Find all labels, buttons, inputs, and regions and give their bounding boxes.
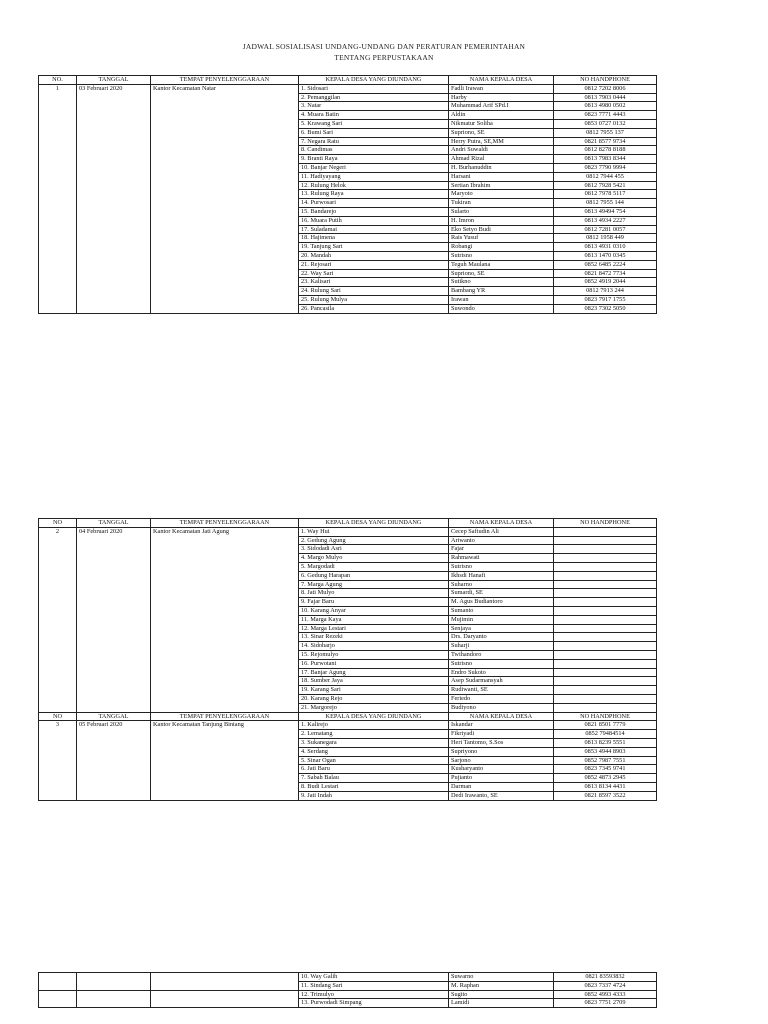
village-name: 12. Rulung Helok [299,181,449,190]
village-head-name: Lamidi [449,999,554,1008]
header-village: KEPALA DESA YANG DIUNDANG [299,712,449,721]
village-head-name: Muhammad Arif SPd.I [449,102,554,111]
village-head-name: Sutrisno [449,251,554,260]
header-phone: NO HANDPHONE [554,76,657,85]
village-head-name: Fikriyadi [449,730,554,739]
phone-number [554,686,657,695]
phone-number: 0812 7944 455 [554,172,657,181]
village-name: 17. Suladamai [299,225,449,234]
phone-number: 0813 8134 4431 [554,782,657,791]
village-head-name: Supriono, SE [449,128,554,137]
village-name: 1. Way Hui [299,527,449,536]
village-head-name: Eko Setyo Budi [449,225,554,234]
village-name: 14. Sidoharjo [299,642,449,651]
phone-number: 0813 1470 0345 [554,251,657,260]
phone-number [554,642,657,651]
village-head-name: Sumardi, SE [449,589,554,598]
village-head-name: Ikhsdi Hanafi [449,571,554,580]
header-head: NAMA KEPALA DESA [449,519,554,528]
village-name: 18. Sumber Jaya [299,677,449,686]
village-head-name: Sertian Ibrahim [449,181,554,190]
table-row [39,721,657,730]
session-place: Kantor Kecamatan Tanjung Bintang [151,721,299,800]
phone-number [554,554,657,563]
village-name: 23. Kalisari [299,278,449,287]
village-name: 6. Gedung Harapan [299,571,449,580]
village-name: 9. Jati Indah [299,791,449,800]
village-name: 21. Margorejo [299,703,449,712]
phone-number: 0823 7345 9741 [554,765,657,774]
schedule-table-2 [38,518,657,801]
phone-number: 0823 7790 9994 [554,163,657,172]
village-name: 9. Fajar Baru [299,598,449,607]
phone-number: 0812 7955 144 [554,199,657,208]
village-name: 2. Lematang [299,730,449,739]
table-row [39,990,657,999]
schedule-table-continued [38,972,657,1008]
village-name: 25. Rulung Mulya [299,295,449,304]
village-name: 10. Karang Anyar [299,606,449,615]
phone-number [554,668,657,677]
phone-number [554,580,657,589]
phone-number: 0823 7771 4443 [554,111,657,120]
phone-number: 0853 0727 0132 [554,119,657,128]
header-village: KEPALA DESA YANG DIUNDANG [299,76,449,85]
session-place-empty [151,973,299,991]
village-head-name: Nikmatur Soliha [449,119,554,128]
phone-number [554,527,657,536]
village-name: 13. Purwodadi Simpang [299,999,449,1008]
village-name: 13. Rulung Raya [299,190,449,199]
village-name: 2. Pemanggilan [299,93,449,102]
village-name: 3. Natar [299,102,449,111]
phone-number: 0813 7903 0444 [554,93,657,102]
phone-number [554,659,657,668]
village-name: 15. Rejomulyo [299,650,449,659]
table-header-row [39,76,657,85]
session-date: 05 Februari 2020 [77,721,151,800]
phone-number: 0823 7751 2709 [554,999,657,1008]
village-name: 16. Muara Putih [299,216,449,225]
table-body [39,973,657,1008]
village-head-name: Sutrisno [449,659,554,668]
header-no: NO [39,712,77,721]
village-head-name: H. Imron [449,216,554,225]
village-head-name: M. Raphan [449,981,554,990]
phone-number [554,677,657,686]
village-name: 22. Way Sari [299,269,449,278]
phone-number: 0823 7917 1755 [554,295,657,304]
phone-number: 0812 7913 244 [554,287,657,296]
phone-number: 0812 7978 5117 [554,190,657,199]
village-name: 11. Hadiyayang [299,172,449,181]
header-no: NO. [39,76,77,85]
header-date: TANGGAL [77,76,151,85]
phone-number [554,606,657,615]
header-date: TANGGAL [77,712,151,721]
village-head-name: Ariwanto [449,536,554,545]
village-name: 6. Jati Baru [299,765,449,774]
village-head-name: Asep Sudarmansyah [449,677,554,686]
village-head-name: Darman [449,782,554,791]
village-head-name: Suwarno [449,973,554,982]
village-name: 8. Candimas [299,146,449,155]
village-name: 26. Pancasila [299,304,449,313]
session-date: 03 Februari 2020 [77,84,151,313]
village-head-name: Andri Suwaldi [449,146,554,155]
phone-number: 0812 1958 449 [554,234,657,243]
village-name: 12. Marga Lestari [299,624,449,633]
village-name: 5. Krawang Sari [299,119,449,128]
phone-number: 0852 6485 2224 [554,260,657,269]
phone-number: 0823 7337 4724 [554,981,657,990]
phone-number [554,536,657,545]
header-place: TEMPAT PENYELENGGARAAN [151,76,299,85]
session-number: 3 [39,721,77,800]
village-head-name: Herry Putra, SE,MM [449,137,554,146]
session-number: 2 [39,527,77,712]
village-name: 14. Purwosari [299,199,449,208]
table-row [39,973,657,982]
village-head-name: Bambang YR [449,287,554,296]
phone-number: 0812 7202 8006 [554,84,657,93]
phone-number: 0852 4873 2945 [554,774,657,783]
phone-number: 0812 7928 5421 [554,181,657,190]
header-no: NO [39,519,77,528]
village-name: 12. Trimulyo [299,990,449,999]
village-head-name: Senjaya [449,624,554,633]
village-head-name: Sumanto [449,606,554,615]
session-number-empty [39,990,77,1008]
village-head-name: Harsani [449,172,554,181]
header-village: KEPALA DESA YANG DIUNDANG [299,519,449,528]
table-row [39,527,657,536]
village-head-name: Sutrisno [449,562,554,571]
village-head-name: Teguh Maulana [449,260,554,269]
session-date: 04 Februari 2020 [77,527,151,712]
table-row [39,84,657,93]
phone-number: 0812 8278 8188 [554,146,657,155]
village-head-name: Dedi Irawanto, SE [449,791,554,800]
village-name: 19. Tanjung Sari [299,243,449,252]
village-name: 19. Karang Sari [299,686,449,695]
village-name: 1. Kalirejo [299,721,449,730]
village-head-name: Heri Tantomo, S.Sos [449,738,554,747]
village-name: 24. Rulung Sari [299,287,449,296]
phone-number [554,589,657,598]
village-name: 2. Gedung Agung [299,536,449,545]
village-name: 1. Sidosari [299,84,449,93]
village-name: 5. Sinar Ogan [299,756,449,765]
phone-number [554,615,657,624]
village-head-name: Drs. Daryanto [449,633,554,642]
village-head-name: Suharji [449,642,554,651]
village-head-name: Suharno [449,580,554,589]
village-name: 5. Margodadi [299,562,449,571]
village-name: 4. Muara Batin [299,111,449,120]
village-head-name: Tukiran [449,199,554,208]
village-head-name: Endro Sukoto [449,668,554,677]
phone-number: 0821 8501 7779 [554,721,657,730]
village-name: 9. Branti Raya [299,155,449,164]
village-name: 3. Sidodadi Asri [299,545,449,554]
village-head-name: Fajar [449,545,554,554]
village-head-name: M. Agus Budiantoro [449,598,554,607]
village-head-name: Rudiwanti, SE [449,686,554,695]
phone-number [554,694,657,703]
village-head-name: Sugito [449,990,554,999]
village-head-name: Irawan [449,295,554,304]
phone-number: 0821 8577 9734 [554,137,657,146]
phone-number: 0812 7281 0057 [554,225,657,234]
phone-number: 0821 8597 3522 [554,791,657,800]
village-name: 11. Sindang Sari [299,981,449,990]
phone-number: 0813 4931 0310 [554,243,657,252]
village-head-name: Budiyono [449,703,554,712]
header-head: NAMA KEPALA DESA [449,712,554,721]
session-place: Kantor Kecamatan Natar [151,84,299,313]
header-phone: NO HANDPHONE [554,712,657,721]
header-phone: NO HANDPHONE [554,519,657,528]
village-head-name: Fadli Irawan [449,84,554,93]
village-name: 13. Sinar Rezeki [299,633,449,642]
village-head-name: Pujianto [449,774,554,783]
table-header-row [39,519,657,528]
village-head-name: Supriono, SE [449,269,554,278]
header-place: TEMPAT PENYELENGGARAAN [151,519,299,528]
phone-number: 0821 83593832 [554,973,657,982]
phone-number: 0813 4934 2227 [554,216,657,225]
village-head-name: Suwondo [449,304,554,313]
phone-number: 0823 7302 5050 [554,304,657,313]
village-head-name: Twihandoro [449,650,554,659]
village-name: 11. Marga Kaya [299,615,449,624]
village-name: 8. Budi Lestari [299,782,449,791]
table-header-row [39,712,657,721]
phone-number: 0852 4919 2044 [554,278,657,287]
village-name: 10. Way Galih [299,973,449,982]
village-name: 4. Serdang [299,747,449,756]
phone-number: 0852 79484514 [554,730,657,739]
phone-number [554,633,657,642]
phone-number: 0813 8239 5551 [554,738,657,747]
phone-number: 0852 7987 7551 [554,756,657,765]
village-name: 17. Banjar Agung [299,668,449,677]
table-body [39,527,657,800]
village-name: 20. Mandah [299,251,449,260]
village-name: 15. Bandarejo [299,207,449,216]
village-name: 8. Jati Mulyo [299,589,449,598]
header-date: TANGGAL [77,519,151,528]
village-head-name: Sutikno [449,278,554,287]
phone-number [554,562,657,571]
village-name: 3. Sukanegara [299,738,449,747]
village-head-name: Kusharyanto [449,765,554,774]
header-head: NAMA KEPALA DESA [449,76,554,85]
village-name: 7. Sabah Balau [299,774,449,783]
phone-number: 0813 4980 0502 [554,102,657,111]
village-name: 6. Bumi Sari [299,128,449,137]
village-name: 21. Rejosari [299,260,449,269]
phone-number: 0852 4993 4333 [554,990,657,999]
session-number: 1 [39,84,77,313]
village-name: 10. Banjar Negeri [299,163,449,172]
village-head-name: H. Burhanuddin [449,163,554,172]
header-place: TEMPAT PENYELENGGARAAN [151,712,299,721]
session-number-empty [39,973,77,991]
phone-number: 0821 8472 7734 [554,269,657,278]
document-title: JADWAL SOSIALISASI UNDANG-UNDANG DAN PERATURAN PEMERINTAHAN [242,42,526,51]
phone-number [554,598,657,607]
phone-number [554,545,657,554]
schedule-table-1 [38,75,657,314]
village-name: 16. Purwotani [299,659,449,668]
phone-number [554,571,657,580]
village-head-name: Sarjono [449,756,554,765]
phone-number: 0812 7955 137 [554,128,657,137]
session-place-empty [151,990,299,1008]
village-name: 18. Hajimena [299,234,449,243]
phone-number: 0813 7983 8344 [554,155,657,164]
document-subtitle: TENTANG PERPUSTAKAAN [334,53,434,62]
phone-number: 0813 49494 754 [554,207,657,216]
village-head-name: Cecep Safiudin Ali [449,527,554,536]
village-name: 4. Margo Mulyo [299,554,449,563]
session-place: Kantor Kecamatan Jati Agung [151,527,299,712]
village-head-name: Rais Yusuf [449,234,554,243]
village-head-name: Robangi [449,243,554,252]
village-head-name: Harby [449,93,554,102]
village-head-name: Maryoto [449,190,554,199]
session-date-empty [77,973,151,991]
village-head-name: Supriyono [449,747,554,756]
phone-number: 0853 4944 8903 [554,747,657,756]
village-name: 20. Karang Rejo [299,694,449,703]
village-name: 7. Negara Ratu [299,137,449,146]
phone-number [554,624,657,633]
village-head-name: Aldin [449,111,554,120]
phone-number [554,703,657,712]
village-name: 7. Marga Agung [299,580,449,589]
village-head-name: Iskandar [449,721,554,730]
table-body [39,84,657,313]
phone-number [554,650,657,659]
village-head-name: Rahmawati [449,554,554,563]
village-head-name: Mujimin [449,615,554,624]
village-head-name: Sularto [449,207,554,216]
session-date-empty [77,990,151,1008]
village-head-name: Feriedo [449,694,554,703]
village-head-name: Ahmad Rizal [449,155,554,164]
